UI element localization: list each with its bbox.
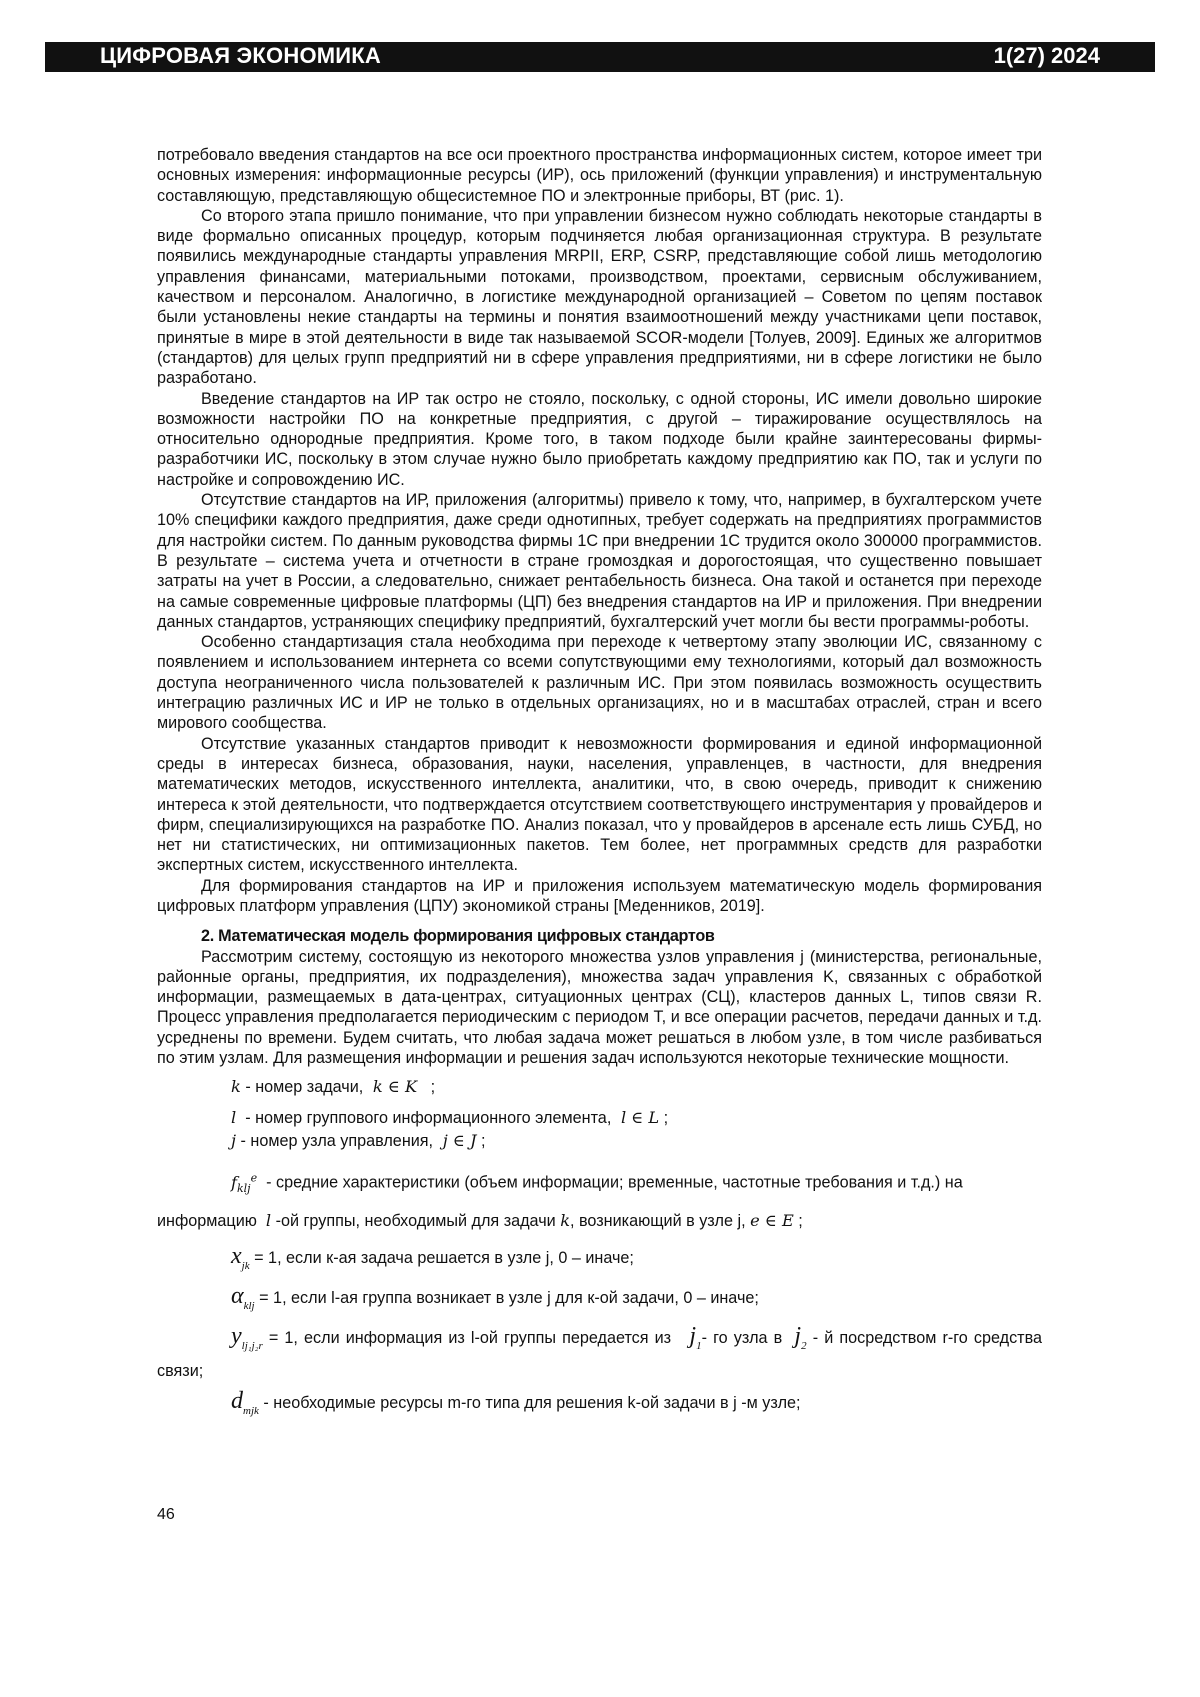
- section-heading: 2. Математическая модель формирования цифровых стандартов: [157, 926, 1042, 946]
- formula: k: [231, 1077, 241, 1096]
- journal-header-bar: [45, 42, 1155, 72]
- paragraph: Отсутствие стандартов на ИР, приложения (алгоритмы) привело к тому, что, например, в бухгалтерском учете 10% специфики каждого предприятия, даже среди однотипных, требует содержать на предприятиях программистов для настройки систем. По данным руководства фирмы 1С при внедрении 1С трудится около 300000 программистов. В результате – система учета и отчетности в стране громоздкая и дорогостоящая, что существенно повышает затраты на учет в России, а следовательно, снижает рентабельность бизнеса. Она такой и останется при переходе на самые современные цифровые платформы (ЦП) без внедрения стандартов на ИР и приложения. При внедрении данных стандартов, устраняющих специфику предприятий, бухгалтерский учет могли бы вести программы-роботы.: [157, 490, 1042, 632]
- definition-text: - номер задачи,: [245, 1078, 363, 1096]
- definition-text: - го узла в: [702, 1329, 783, 1347]
- definition-y: [157, 1323, 1042, 1385]
- section-intro: Рассмотрим систему, состоящую из некоторого множества узлов управления j (министерства, региональные, районные органы, предприятия, их подразделения), множества задач управления K, связанных с обработкой информации, размещаемых в дата-центрах, ситуационных центрах (СЦ), кластеров данных L, типов связи R. Процесс управления предполагается периодическим с периодом T, и все операции расчетов, передачи данных и т.д. усреднены по времени. Будем считать, что любая задача может решаться в любом узле, в том числе разбиваться по этим узлам. Для размещения информации и решения задач используются некоторые технические мощности.: [157, 947, 1042, 1069]
- formula: j: [231, 1131, 236, 1150]
- formula: fklje: [231, 1173, 257, 1192]
- definitions-list: [157, 1074, 1042, 1426]
- definition-text: - необходимые ресурсы m-го типа для решения k-ой задачи в j -м узле;: [263, 1394, 800, 1412]
- formula: ylj₁j₂r: [231, 1323, 263, 1349]
- definition-text: - номер группового информационного элемента,: [245, 1109, 611, 1127]
- paragraph: Отсутствие указанных стандартов приводит к невозможности формирования и единой информационной среды в интересах бизнеса, образования, науки, населения, управленцев, в частности, для внедрения математических методов, искусственного интеллекта, аналитики, что, в свою очередь, приводит к снижению интереса к этой деятельности, что подтверждается отсутствием соответствующего инструментария у провайдеров и фирм, специализирующихся на разработке ПО. Анализ показал, что у провайдеров в арсенале есть лишь СУБД, но нет ни статистических, ни оптимизационных пакетов. Тем более, нет программных средств для разработки экспертных систем, искусственного интеллекта.: [157, 734, 1042, 876]
- formula: j ∈ J: [438, 1131, 477, 1150]
- paragraph: Со второго этапа пришло понимание, что при управлении бизнесом нужно соблюдать некоторые стандарты в виде формально описанных процедур, которым подчиняется любая организационная структура. В результате появились международные стандарты управления MRPII, ERP, CSRP, представляющие собой лишь методологию управления финансами, материальными потоками, производством, проектами, сервисным обслуживанием, качеством и персоналом. Аналогично, в логистике международной организацией – Советом по цепям поставок были установлены некие стандарты на термины и понятия взаимоотношений между участниками цепи поставок, принятые в мире в этой деятельности в виде так называемой SCOR-модели [Толуев, 2009]. Единых же алгоритмов (стандартов) для целых групп предприятий ни в сфере управления предприятиями, ни в сфере логистики не было разработано.: [157, 206, 1042, 389]
- formula: dmjk: [231, 1388, 259, 1414]
- journal-title: ЦИФРОВАЯ ЭКОНОМИКА: [100, 43, 381, 69]
- definition-alpha: [187, 1281, 1042, 1321]
- formula: l ∈ L: [616, 1108, 659, 1127]
- definition-text: - й посредством r-го средства связи;: [157, 1329, 1042, 1381]
- formula: l: [231, 1108, 236, 1127]
- formula: j2: [794, 1323, 806, 1349]
- definition-text: -ой группы, необходимый для задачи: [276, 1212, 556, 1230]
- paragraph: Введение стандартов на ИР так остро не стояло, поскольку, с одной стороны, ИС имели довольно широкие возможности настройки ПО на конкретные предприятия, с другой – тиражирование осуществлялось на относительно однородные предприятия. Кроме того, в таком подходе были крайне заинтересованы фирмы-разработчики ИС, поскольку в этом случае нужно было приобретать каждому предприятию как ПО, так и услуги по настройке и сопровождению ИС.: [157, 389, 1042, 490]
- definition-text: - номер узла управления,: [241, 1132, 434, 1150]
- formula: xjk: [231, 1243, 250, 1269]
- formula: αklj: [231, 1283, 255, 1309]
- issue-number: 1(27) 2024: [994, 43, 1100, 69]
- definition-k: k - номер задачи, k ∈ K ;: [187, 1074, 1042, 1100]
- definition-text: = 1, если l-ая группа возникает в узле j для к-ой задачи, 0 – иначе;: [259, 1289, 759, 1307]
- definition-d: [187, 1386, 1042, 1426]
- paragraph: Для формирования стандартов на ИР и приложения используем математическую модель формирования цифровых платформ управления (ЦПУ) экономикой страны [Меденников, 2019].: [157, 876, 1042, 917]
- page-number: 46: [157, 1506, 175, 1524]
- formula: k ∈ K: [368, 1077, 417, 1096]
- definition-text: = 1, если информация из l-ой группы передается из: [269, 1329, 671, 1347]
- formula: l: [266, 1211, 271, 1230]
- article-body: [157, 145, 1042, 1426]
- definition-text: = 1, если к-ая задача решается в узле j, 0 – иначе;: [254, 1249, 634, 1267]
- definition-text: , возникающий в узле j,: [570, 1212, 746, 1230]
- paragraph: Особенно стандартизация стала необходима при переходе к четвертому этапу эволюции ИС, связанному с появлением и использованием интернета со всеми сопутствующими ему технологиями, который дал возможность доступа неограниченного числа пользователей к различным ИС. При этом появилась возможность осуществить интеграцию различных ИС и ИР не только в отдельных организациях, но и в масштабах отраслей, стран и всего мирового сообщества.: [157, 632, 1042, 733]
- formula: j1: [689, 1323, 701, 1349]
- definition-f: fklje - средние характеристики (объем информации; временные, частотные требования и т.д.) на информацию l -ой группы, необходимый для задачи k, возникающий в узле j, e ∈ E ;: [157, 1162, 1042, 1237]
- definition-j: j - номер узла управления, j ∈ J ;: [187, 1130, 1042, 1152]
- definition-x: [187, 1241, 1042, 1281]
- definition-l: l - номер группового информационного элемента, l ∈ L ;: [187, 1106, 1042, 1130]
- formula: k: [560, 1211, 570, 1230]
- formula: e ∈ E: [750, 1211, 794, 1230]
- definition-text: - средние характеристики (объем информации; временные, частотные требования и т.д.) на информацию: [157, 1174, 963, 1230]
- paragraph: потребовало введения стандартов на все оси проектного пространства информационных систем, которое имеет три основных измерения: информационные ресурсы (ИР), ось приложений (функции управления) и инструментальную составляющую, представляющую общесистемное ПО и электронные приборы, ВТ (рис. 1).: [157, 145, 1042, 206]
